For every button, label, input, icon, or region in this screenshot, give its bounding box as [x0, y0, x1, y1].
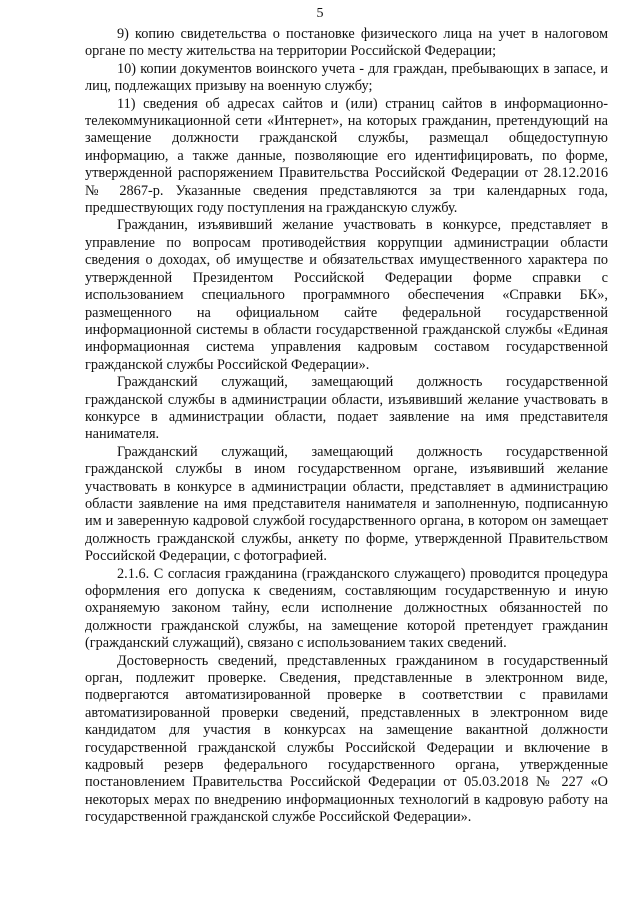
paragraph-civil-servant-other-body: Гражданский служащий, замещающий должность государственной гражданской службы в ином государственном органе, изъявивший желание участвовать в конкурсе в администрации области, представляет в администрацию области заявление на имя представителя нанимателя и заполненную, подписанную им и заверенную кадровой службой государственного органа, в котором он замещает должность гражданской службы, анкету по форме, утвержденной Правительством Российской Федерации, с фотографией. [85, 443, 608, 565]
paragraph-item-11: 11) сведения об адресах сайтов и (или) страниц сайтов в информационно-телекоммуникационной сети «Интернет», на которых гражданин, претендующий на замещение должности гражданской службы, размещал общедоступную информацию, а также данные, позволяющие его идентифицировать, по форме, утвержденной распоряжением Правительства Российской Федерации от 28.12.2016 № 2867-р. Указанные сведения представляются за три календарных года, предшествующих году поступления на гражданскую службу. [85, 95, 608, 217]
paragraph-section-2-1-6: 2.1.6. С согласия гражданина (гражданского служащего) проводится процедура оформления его допуска к сведениям, составляющим государственную и иную охраняемую законом тайну, если исполнение должностных обязанностей по должности гражданской службы, на замещение которой претендует гражданин (гражданский служащий), связано с использованием таких сведений. [85, 565, 608, 652]
paragraph-civil-servant-same-body: Гражданский служащий, замещающий должность государственной гражданской службы в администрации области, изъявивший желание участвовать в конкурсе в администрации области, подает заявление на имя представителя нанимателя. [85, 374, 608, 443]
document-body [85, 26, 608, 827]
paragraph-item-9: 9) копию свидетельства о постановке физического лица на учет в налоговом органе по месту жительства на территории Российской Федерации; [85, 26, 608, 60]
paragraph-verification: Достоверность сведений, представленных гражданином в государственный орган, подлежит проверке. Сведения, представленные в электронном виде, подвергаются автоматизированной проверке в соответствии с правилами автоматизированной проверки сведений, представленных в электронном виде кандидатом для участия в конкурсах на замещение вакантной должности государственной гражданской службы Российской Федерации и включение в кадровый резерв федерального государственного органа, утвержденные постановлением Правительства Российской Федерации от 05.03.2018 № 227 «О некоторых мерах по внедрению информационных технологий в кадровую работу на государственной гражданской службе Российской Федерации». [85, 652, 608, 826]
page-number: 5 [316, 6, 324, 21]
paragraph-income-declaration: Гражданин, изъявивший желание участвовать в конкурсе, представляет в управление по вопросам противодействия коррупции администрации области сведения о доходах, об имуществе и обязательствах имущественного характера по утвержденной Президентом Российской Федерации форме справки с использованием специального программного обеспечения «Справки БК», размещенного на официальном сайте федеральной государственной информационной системы в области государственной гражданской службы «Единая информационная система управления кадровым составом государственной гражданской службы Российской Федерации». [85, 217, 608, 373]
paragraph-item-10: 10) копии документов воинского учета - для граждан, пребывающих в запасе, и лиц, подлежащих призыву на военную службу; [85, 60, 608, 95]
